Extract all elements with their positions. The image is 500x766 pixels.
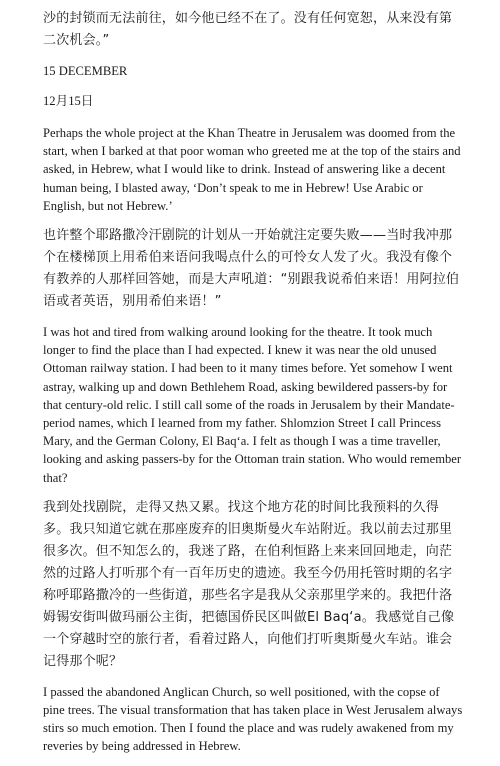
paragraph-zh-continued: 沙的封锁而无法前往，如今他已经不在了。没有任何宽恕，从来没有第二次机会。”: [43, 11, 453, 48]
paragraph-zh-1: 也许整个耶路撒冷汗剧院的计划从一开始就注定要失败——当时我冲那个在楼梯顶上用希伯来语问我喝点什么的可怜女人发了火。我没有像个有教养的人那样回答她，而是大声吼道：“别跟我说希伯来语！用阿拉伯语或者英语，别用希伯来语！”: [43, 228, 460, 310]
paragraph-en-2: I was hot and tired from walking around looking for the theatre. It took much longer to find the place than I had expected. I knew it was near the old unused Ottoman railway station. I had been to it many times before. Yet somehow I went astray, walking up and down Bethlehem Road, asking bewildered passers-by for that century-old relic. I still call some of the roads in Jerusalem by their Mandate-period names, which I learned from my father. Shlomzion Street I call Princess Mary, and the German Colony, El Baq‘a. I felt as though I was a time traveller, looking and asking passers-by for the Ottoman train station. Who would remember that?: [43, 325, 462, 485]
book-page: [43, 8, 463, 766]
paragraph-zh-2: 我到处找剧院，走得又热又累。找这个地方花的时间比我预料的久得多。我只知道它就在那座废弃的旧奥斯曼火车站附近。我以前去过那里很多次。但不知怎么的，我迷了路，在伯利恒路上来来回回地走，向茫然的过路人打听那个有一百年历史的遗迹。我至今仍用托管时期的名字称呼耶路撒冷的一些街道，那些名字是我从父亲那里学来的。我把什洛姆锡安街叫做玛丽公主街，把德国侨民区叫做El Baq‘a。我感觉自己像一个穿越时空的旅行者，看着过路人，向他们打听奥斯曼火车站。谁会记得那个呢？: [43, 499, 455, 669]
paragraph-en-1: Perhaps the whole project at the Khan Theatre in Jerusalem was doomed from the start, when I barked at that poor woman who greeted me at the top of the stairs and asked, in Hebrew, what I would like to drink. Instead of answering like a decent human being, I blasted away, ‘Don’t speak to me in Hebrew! Use Arabic or English, but not Hebrew.’: [43, 126, 461, 213]
paragraph-en-3: I passed the abandoned Anglican Church, so well positioned, with the copse of pine trees. The visual transformation that has taken place in West Jerusalem always stirs so much emotion. Then I found the place and was rudely awakened from my reveries by being addressed in Hebrew.: [43, 684, 463, 754]
date-heading-zh: 12月15日: [43, 94, 94, 108]
date-heading-en: 15 DECEMBER: [43, 64, 128, 78]
